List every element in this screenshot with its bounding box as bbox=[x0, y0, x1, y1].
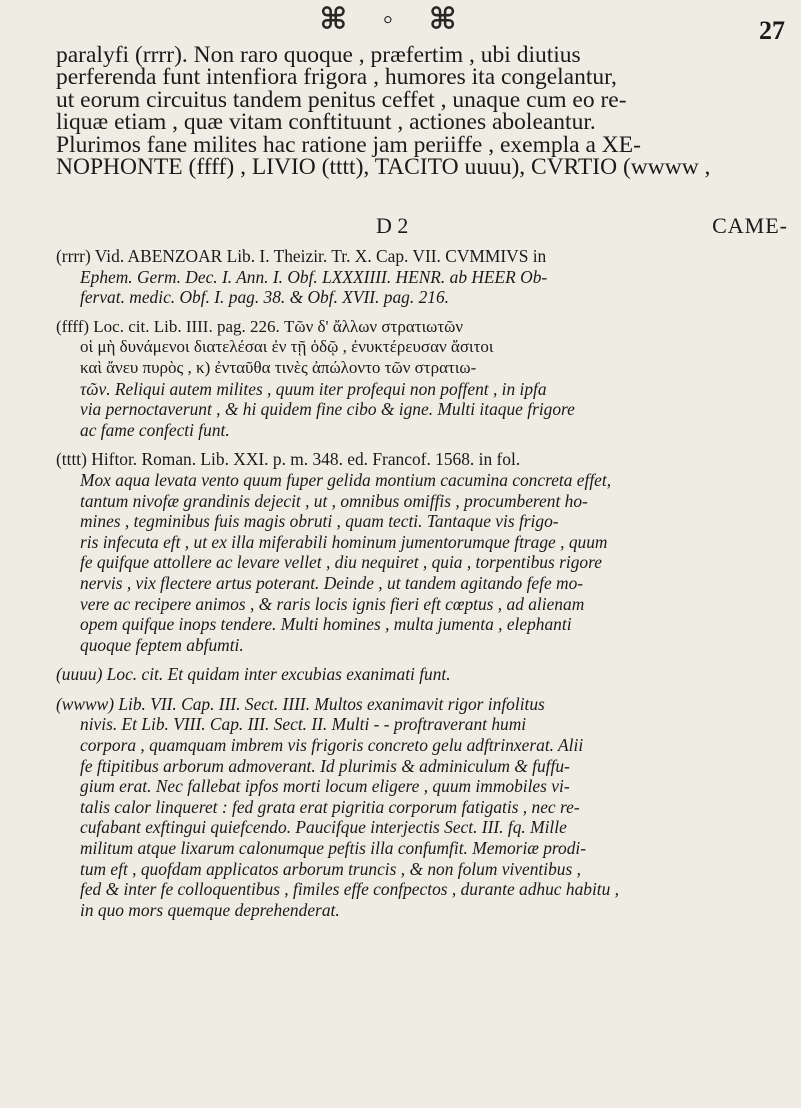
footnote-line: corpora , quamquam imbrem vis frigoris concreto gelu adftrinxerat. Alii bbox=[80, 735, 584, 756]
footnote-line: opem quifque inops tendere. Multi homines , multa jumenta , elephanti bbox=[80, 614, 572, 635]
main-text-line: perferenda funt intenfiora frigora , humores ita congelantur, bbox=[56, 64, 617, 91]
footnote-line: tum eft , quofdam applicatos arborum truncis , & non folum viventibus , bbox=[80, 858, 581, 879]
footnote-line: τῶν. Reliqui autem milites , quum iter profequi non poffent , in ipfa bbox=[80, 378, 547, 399]
footnote-uuuu bbox=[56, 664, 794, 685]
footnote-line: militum atque lixarum calonumque peftis illa confumfit. Memoriæ prodi- bbox=[80, 838, 587, 859]
main-text-line: NOPHONTE (ffff) , LIVIO (tttt), TACITO uuuu), CVRTIO (wwww , bbox=[56, 153, 711, 180]
footnote-line: talis calor linqueret : fed grata erat pigritia corporum fatigatis , nec re- bbox=[80, 796, 580, 817]
signature-mark: D 2 bbox=[376, 213, 409, 238]
footnote-line: fervat. medic. Obf. I. pag. 38. & Obf. XVII. pag. 216. bbox=[80, 287, 450, 308]
footnote-line: Ephem. Germ. Dec. I. Ann. I. Obf. LXXXIIII. HENR. ab HEER Ob- bbox=[80, 266, 548, 287]
footnote-line: καὶ ἄνευ πυρὸς , κ) ἐνταῦθα τινὲς ἀπώλοντο τῶν στρατιω- bbox=[80, 357, 477, 377]
footnote-line: (ffff) Loc. cit. Lib. IIII. pag. 226. Τῶν δ' ἄλλων στρατιωτῶν bbox=[56, 316, 464, 336]
footnote-wwww bbox=[56, 694, 794, 921]
footnote-line: (tttt) Hiftor. Roman. Lib. XXI. p. m. 348. ed. Francof. 1568. in fol. bbox=[56, 449, 521, 470]
footnote-line: nivis. Et Lib. VIII. Cap. III. Sect. II. Multi - - proftraverant humi bbox=[80, 714, 527, 735]
catchword: CAME- bbox=[712, 213, 788, 238]
page-number: 27 bbox=[759, 16, 785, 45]
main-text-line: liquæ etiam , quæ vitam conftituunt , actiones aboleantur. bbox=[56, 109, 596, 136]
footnote-line: mines , tegminibus fuis magis obruti , quam tecti. Tantaque vis frigo- bbox=[80, 511, 559, 532]
footnote-line: quoque feptem abfumti. bbox=[80, 634, 244, 655]
footnote-line: (rrrr) Vid. ABENZOAR Lib. I. Theizir. Tr. X. Cap. VII. CVMMIVS in bbox=[56, 246, 547, 266]
main-text-line: Plurimos fane milites hac ratione jam periiffe , exempla a XE- bbox=[56, 131, 641, 158]
footnote-line: nervis , vix flectere artus poterant. Deinde , ut tandem agitando fefe mo- bbox=[80, 572, 584, 593]
footnote-line: (wwww) Lib. VII. Cap. III. Sect. IIII. Multos exanimavit rigor infolitus bbox=[56, 693, 545, 714]
footnote-rrrr bbox=[56, 246, 794, 308]
footnote-line: via pernoctaverunt , & hi quidem fine cibo & igne. Multi itaque frigore bbox=[80, 399, 575, 420]
footnote-line: gium erat. Nec fallebat ipfos morti locum eligere , quum immobiles vi- bbox=[80, 776, 570, 797]
footnote-line: fe quifque attollere ac levare vellet , diu nequiret , quia , torpentibus rigore bbox=[80, 552, 602, 573]
footnote-line: fed & inter fe colloquentibus , fimiles effe confpectos , durante adhuc habitu , bbox=[80, 879, 620, 900]
footnote-line: ris infecuta eft , ut ex illa miferabili hominum jumentorumque ftrage , quum bbox=[80, 531, 608, 552]
main-text-line: ut eorum circuitus tandem penitus ceffet , unaque cum eo re- bbox=[56, 86, 627, 113]
footnote-line: ac fame confecti funt. bbox=[80, 419, 230, 440]
footnote-line: in quo mors quemque deprehenderat. bbox=[80, 899, 340, 920]
footnote-line: (uuuu) Loc. cit. Et quidam inter excubias exanimati funt. bbox=[56, 664, 451, 685]
footnote-line: tantum nivofæ grandinis dejecit , ut , omnibus omiffis , procumberent ho- bbox=[80, 490, 588, 511]
footnote-line: Mox aqua levata vento quum fuper gelida montium cacumina concreta effet, bbox=[80, 469, 612, 490]
footnote-line: cufabant exftingui quiefcendo. Paucifque interjectis Sect. III. fq. Mille bbox=[80, 817, 567, 838]
footnote-line: vere ac recipere animos , & raris locis ignis fieri eft cœptus , ad alienam bbox=[80, 593, 585, 614]
main-text bbox=[56, 44, 794, 178]
header-ornament: ⌘ ◦ ⌘ bbox=[319, 3, 471, 36]
footnote-ffff bbox=[56, 317, 794, 441]
footnote-line: οἱ μὴ δυνάμενοι διατελέσαι ἐν τῇ ὁδῷ , ἐνυκτέρευσαν ἄσιτοι bbox=[80, 337, 494, 357]
main-text-line: paralyfi (rrrr). Non raro quoque , præfertim , ubi diutius bbox=[56, 42, 581, 68]
footnote-line: fe ftipitibus arborum admoverant. Id plurimis & adminiculum & fuffu- bbox=[80, 755, 570, 776]
footnote-tttt bbox=[56, 449, 794, 655]
footnotes bbox=[56, 246, 794, 929]
